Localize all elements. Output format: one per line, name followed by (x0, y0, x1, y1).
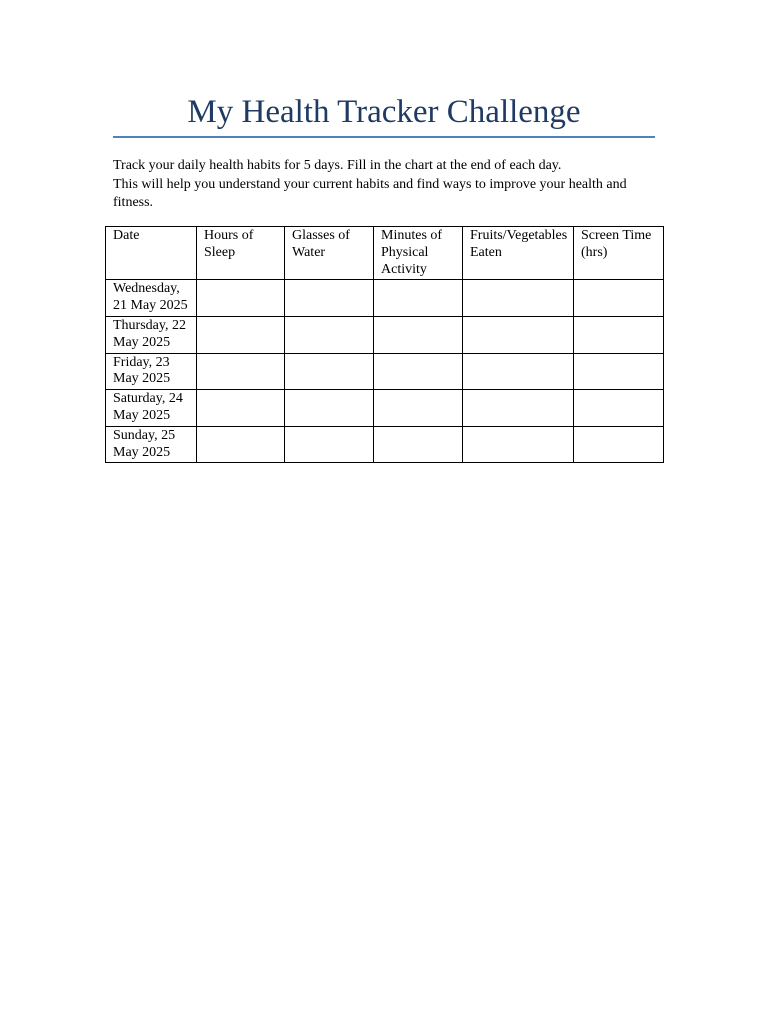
header-screen-time: Screen Time (hrs) (574, 227, 664, 280)
sleep-cell[interactable] (197, 390, 285, 427)
activity-cell[interactable] (374, 280, 463, 317)
row-date: Saturday, 24 May 2025 (106, 390, 197, 427)
row-date: Wednesday, 21 May 2025 (106, 280, 197, 317)
header-hours-of-sleep: Hours of Sleep (197, 227, 285, 280)
fruits-vegetables-cell[interactable] (463, 316, 574, 353)
screen-time-cell[interactable] (574, 280, 664, 317)
intro-line-1: Track your daily health habits for 5 days. Fill in the chart at the end of each day. (113, 158, 562, 173)
sleep-cell[interactable] (197, 280, 285, 317)
table-row (106, 316, 664, 353)
fruits-vegetables-cell[interactable] (463, 390, 574, 427)
table-row (106, 353, 664, 390)
screen-time-cell[interactable] (574, 426, 664, 463)
activity-cell[interactable] (374, 426, 463, 463)
fruits-vegetables-cell[interactable] (463, 280, 574, 317)
sleep-cell[interactable] (197, 353, 285, 390)
water-cell[interactable] (285, 316, 374, 353)
screen-time-cell[interactable] (574, 390, 664, 427)
row-date: Friday, 23 May 2025 (106, 353, 197, 390)
water-cell[interactable] (285, 353, 374, 390)
water-cell[interactable] (285, 426, 374, 463)
table-row (106, 280, 664, 317)
activity-cell[interactable] (374, 316, 463, 353)
header-date: Date (106, 227, 197, 280)
header-fruits-vegetables: Fruits/Vegetables Eaten (463, 227, 574, 280)
table-header-row (106, 227, 664, 280)
intro-line-2: This will help you understand your current habits and find ways to improve your health and fitness. (113, 176, 627, 210)
sleep-cell[interactable] (197, 426, 285, 463)
table-row (106, 390, 664, 427)
header-glasses-of-water: Glasses of Water (285, 227, 374, 280)
activity-cell[interactable] (374, 353, 463, 390)
title-underline (113, 136, 655, 138)
row-date: Thursday, 22 May 2025 (106, 316, 197, 353)
sleep-cell[interactable] (197, 316, 285, 353)
activity-cell[interactable] (374, 390, 463, 427)
table-row (106, 426, 664, 463)
fruits-vegetables-cell[interactable] (463, 426, 574, 463)
water-cell[interactable] (285, 280, 374, 317)
water-cell[interactable] (285, 390, 374, 427)
screen-time-cell[interactable] (574, 316, 664, 353)
document-title: My Health Tracker Challenge (187, 94, 581, 130)
header-minutes-of-activity: Minutes of Physical Activity (374, 227, 463, 280)
health-tracker-table (105, 226, 664, 463)
row-date: Sunday, 25 May 2025 (106, 426, 197, 463)
screen-time-cell[interactable] (574, 353, 664, 390)
intro-text (113, 157, 655, 213)
fruits-vegetables-cell[interactable] (463, 353, 574, 390)
